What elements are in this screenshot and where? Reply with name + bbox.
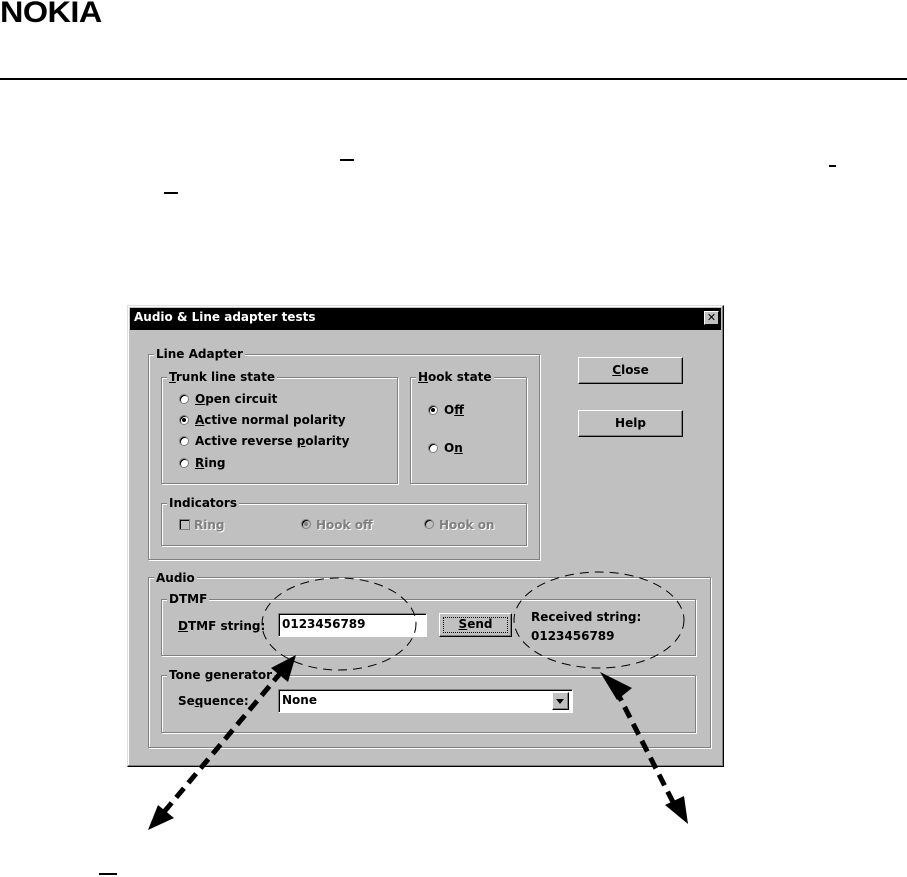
received-string-label: Received string: [531, 610, 642, 624]
send-button[interactable]: Send [439, 613, 512, 637]
indicator-ring-label: Ring [194, 518, 225, 532]
sequence-selected-value: None [282, 693, 317, 707]
indicator-hook-on-label: Hook on [439, 518, 495, 532]
close-button[interactable]: Close [578, 357, 683, 384]
received-string-value: 0123456789 [531, 629, 615, 643]
line-adapter-label: Line Adapter [156, 347, 243, 361]
arrow-head-received-top [600, 672, 632, 700]
trunk-line-label: Trunk line state [169, 370, 275, 384]
arrow-head-dtmf-bottom [148, 805, 174, 830]
received-highlight-ellipse [514, 572, 684, 668]
radio-label: On [444, 441, 463, 455]
close-icon[interactable]: ✕ [704, 311, 719, 325]
dtmf-label: DTMF [169, 592, 208, 606]
audio-label: Audio [156, 571, 195, 585]
radio-label: Of [444, 403, 464, 417]
dtmf-highlight-ellipse [262, 578, 416, 670]
sequence-label: Sequence: [178, 694, 249, 708]
nokia-logo: NOKIA [0, 0, 102, 29]
hook-state-label: Hook state [418, 370, 492, 384]
dtmf-string-input[interactable]: 0123456789 [278, 613, 427, 637]
indicators-label: Indicators [169, 496, 237, 510]
radio-label: Active normal polarity [195, 413, 346, 427]
window-title: Audio & Line adapter tests [134, 310, 316, 324]
arrow-head-received-bottom [665, 796, 688, 824]
indicator-hook-off-label: Hook off [316, 518, 373, 532]
dtmf-string-label: DTMF string: [178, 619, 266, 633]
tone-generator-label: Tone generator [169, 668, 273, 682]
radio-label: Ring [195, 456, 226, 470]
radio-label: Active reverse polarity [195, 434, 350, 448]
arrow-to-received [616, 690, 675, 806]
help-button[interactable]: Help [578, 410, 683, 437]
arrow-to-dtmf [164, 664, 288, 812]
radio-label: Open circuit [195, 392, 278, 406]
